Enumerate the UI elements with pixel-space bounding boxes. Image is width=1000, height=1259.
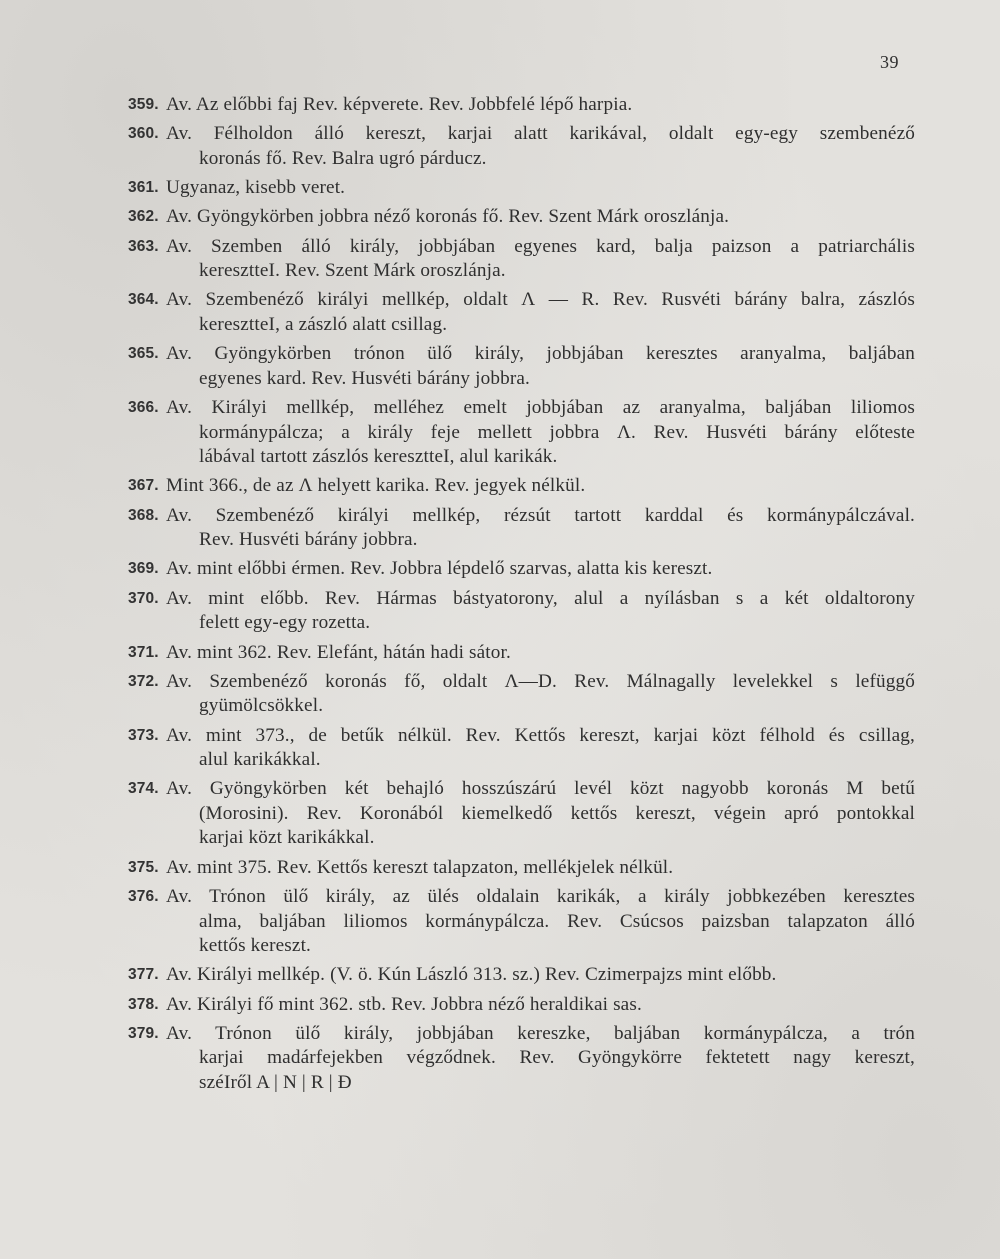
entry-line: keresztteI. Rev. Szent Márk oroszlánja. bbox=[199, 260, 506, 282]
entry-line: Av. Félholdon álló kereszt, karjai alatt karikával, oldalt egy-egy szembenéző bbox=[166, 123, 915, 145]
entry-line: Av. Szembenéző királyi mellkép, oldalt Ʌ — R. Rev. Rusvéti bárány balra, zászlós bbox=[166, 289, 915, 311]
catalog-entry bbox=[120, 342, 915, 391]
entry-line: Av. Királyi mellkép, melléhez emelt jobbjában az aranyalma, baljában liliomos bbox=[166, 397, 915, 419]
entry-line: Av. Gyöngykörben jobbra néző koronás fő. Rev. Szent Márk oroszlánja. bbox=[166, 206, 730, 228]
entry-line: Av. Az előbbi faj Rev. képverete. Rev. Jobbfelé lépő harpia. bbox=[166, 94, 633, 115]
catalog-entry bbox=[120, 670, 915, 719]
entry-line: kettős kereszt. bbox=[199, 935, 312, 957]
entry-number: 373. bbox=[128, 726, 159, 744]
entry-line: felett egy-egy rozetta. bbox=[199, 612, 371, 634]
catalog-entry bbox=[120, 856, 915, 881]
entry-line: Av. mint 362. Rev. Elefánt, hátán hadi sátor. bbox=[166, 641, 511, 663]
entry-line: egyenes kard. Rev. Husvéti bárány jobbra. bbox=[199, 367, 530, 389]
entry-line: karjai közt karikákkal. bbox=[199, 827, 375, 849]
entry-line: Av. Szembenéző királyi mellkép, rézsút tartott karddal és kormánypálczával. bbox=[166, 504, 915, 526]
entry-line: Av. mint előbb. Rev. Hármas bástyatorony, alul a nyílásban s a két oldaltorony bbox=[166, 587, 915, 609]
catalog-entry bbox=[120, 176, 915, 201]
entry-number: 363. bbox=[128, 237, 159, 255]
entry-line: Mint 366., de az Ʌ helyett karika. Rev. jegyek nélkül. bbox=[166, 475, 586, 497]
catalog-entries bbox=[120, 93, 915, 1100]
entry-number: 362. bbox=[128, 208, 159, 226]
entry-number: 371. bbox=[128, 643, 159, 661]
entry-number: 365. bbox=[128, 345, 159, 363]
entry-line: Ugyanaz, kisebb veret. bbox=[166, 177, 346, 199]
entry-line: Av. Trónon ülő király, jobbjában kereszke, baljában kormánypálcza, a trón bbox=[166, 1022, 915, 1044]
entry-number: 361. bbox=[128, 179, 159, 197]
catalog-entry bbox=[120, 587, 915, 636]
catalog-entry bbox=[120, 474, 915, 499]
entry-number: 376. bbox=[128, 888, 159, 906]
catalog-entry bbox=[120, 288, 915, 337]
entry-line: alul karikákkal. bbox=[199, 749, 321, 771]
entry-line: Av. Gyöngykörben trónon ülő király, jobbjában keresztes aranyalma, baljában bbox=[166, 343, 915, 365]
catalog-entry bbox=[120, 504, 915, 553]
catalog-entry bbox=[120, 885, 915, 959]
entry-line: széIről A | N | R | Ð bbox=[199, 1071, 352, 1093]
entry-line: Av. mint előbbi érmen. Rev. Jobbra lépdelő szarvas, alatta kis kereszt. bbox=[166, 558, 713, 580]
entry-number: 364. bbox=[128, 291, 159, 309]
entry-number: 370. bbox=[128, 589, 159, 607]
entry-line: Av. mint 373., de betűk nélkül. Rev. Kettős kereszt, karjai közt félhold és csillag, bbox=[166, 724, 915, 746]
entry-line: lábával tartott zászlós keresztteI, alul karikák. bbox=[199, 446, 558, 468]
catalog-entry bbox=[120, 777, 915, 851]
entry-line: alma, baljában liliomos kormánypálcza. Rev. Csúcsos paizsban talapzaton álló bbox=[199, 910, 915, 932]
entry-line: kormánypálcza; a király feje mellett jobbra Ʌ. Rev. Husvéti bárány előteste bbox=[199, 421, 915, 443]
entry-number: 367. bbox=[128, 477, 159, 495]
entry-number: 379. bbox=[128, 1024, 159, 1042]
catalog-entry bbox=[120, 205, 915, 230]
entry-line: (Morosini). Rev. Koronából kiemelkedő kettős kereszt, végein apró pontokkal bbox=[199, 802, 915, 824]
entry-line: Av. Királyi fő mint 362. stb. Rev. Jobbra néző heraldikai sas. bbox=[166, 993, 642, 1015]
catalog-entry bbox=[120, 235, 915, 284]
entry-line: koronás fő. Rev. Balra ugró párducz. bbox=[199, 147, 487, 169]
entry-line: Av. Gyöngykörben két behajló hosszúszárú levél közt nagyobb koronás M betű bbox=[166, 778, 915, 800]
entry-number: 360. bbox=[128, 125, 159, 143]
catalog-entry bbox=[120, 1022, 915, 1096]
entry-number: 372. bbox=[128, 672, 159, 690]
entry-number: 369. bbox=[128, 560, 159, 578]
catalog-entry bbox=[120, 993, 915, 1018]
entry-line: Av. Trónon ülő király, az ülés oldalain karikák, a király jobbkezében keresztes bbox=[166, 886, 915, 908]
entry-number: 374. bbox=[128, 780, 159, 798]
entry-number: 359. bbox=[128, 96, 159, 113]
entry-line: keresztteI, a zászló alatt csillag. bbox=[199, 313, 448, 335]
entry-line: gyümölcsökkel. bbox=[199, 695, 324, 717]
catalog-entry bbox=[120, 724, 915, 773]
entry-number: 375. bbox=[128, 858, 159, 876]
entry-line: karjai madárfejekben végződnek. Rev. Gyöngykörre fektetett nagy kereszt, bbox=[199, 1047, 915, 1069]
entry-line: Rev. Husvéti bárány jobbra. bbox=[199, 529, 418, 551]
entry-number: 377. bbox=[128, 966, 159, 984]
entry-line: Av. Királyi mellkép. (V. ö. Kún László 313. sz.) Rev. Czimerpajzs mint előbb. bbox=[166, 964, 777, 986]
entry-number: 368. bbox=[128, 506, 159, 524]
entry-number: 366. bbox=[128, 399, 159, 417]
page-number: 39 bbox=[880, 52, 899, 72]
catalog-entry bbox=[120, 122, 915, 171]
entry-number: 378. bbox=[128, 995, 159, 1013]
entry-line: Av. Szemben álló király, jobbjában egyenes kard, balja paizson a patriarchális bbox=[166, 235, 915, 257]
catalog-entry bbox=[120, 396, 915, 470]
catalog-entry bbox=[120, 93, 915, 118]
entry-line: Av. Szembenéző koronás fő, oldalt Ʌ—D. Rev. Málnagally levelekkel s lefüggő bbox=[166, 670, 915, 692]
entry-line: Av. mint 375. Rev. Kettős kereszt talapzaton, mellékjelek nélkül. bbox=[166, 856, 674, 878]
catalog-entry bbox=[120, 641, 915, 666]
catalog-entry bbox=[120, 963, 915, 988]
catalog-entry bbox=[120, 557, 915, 582]
